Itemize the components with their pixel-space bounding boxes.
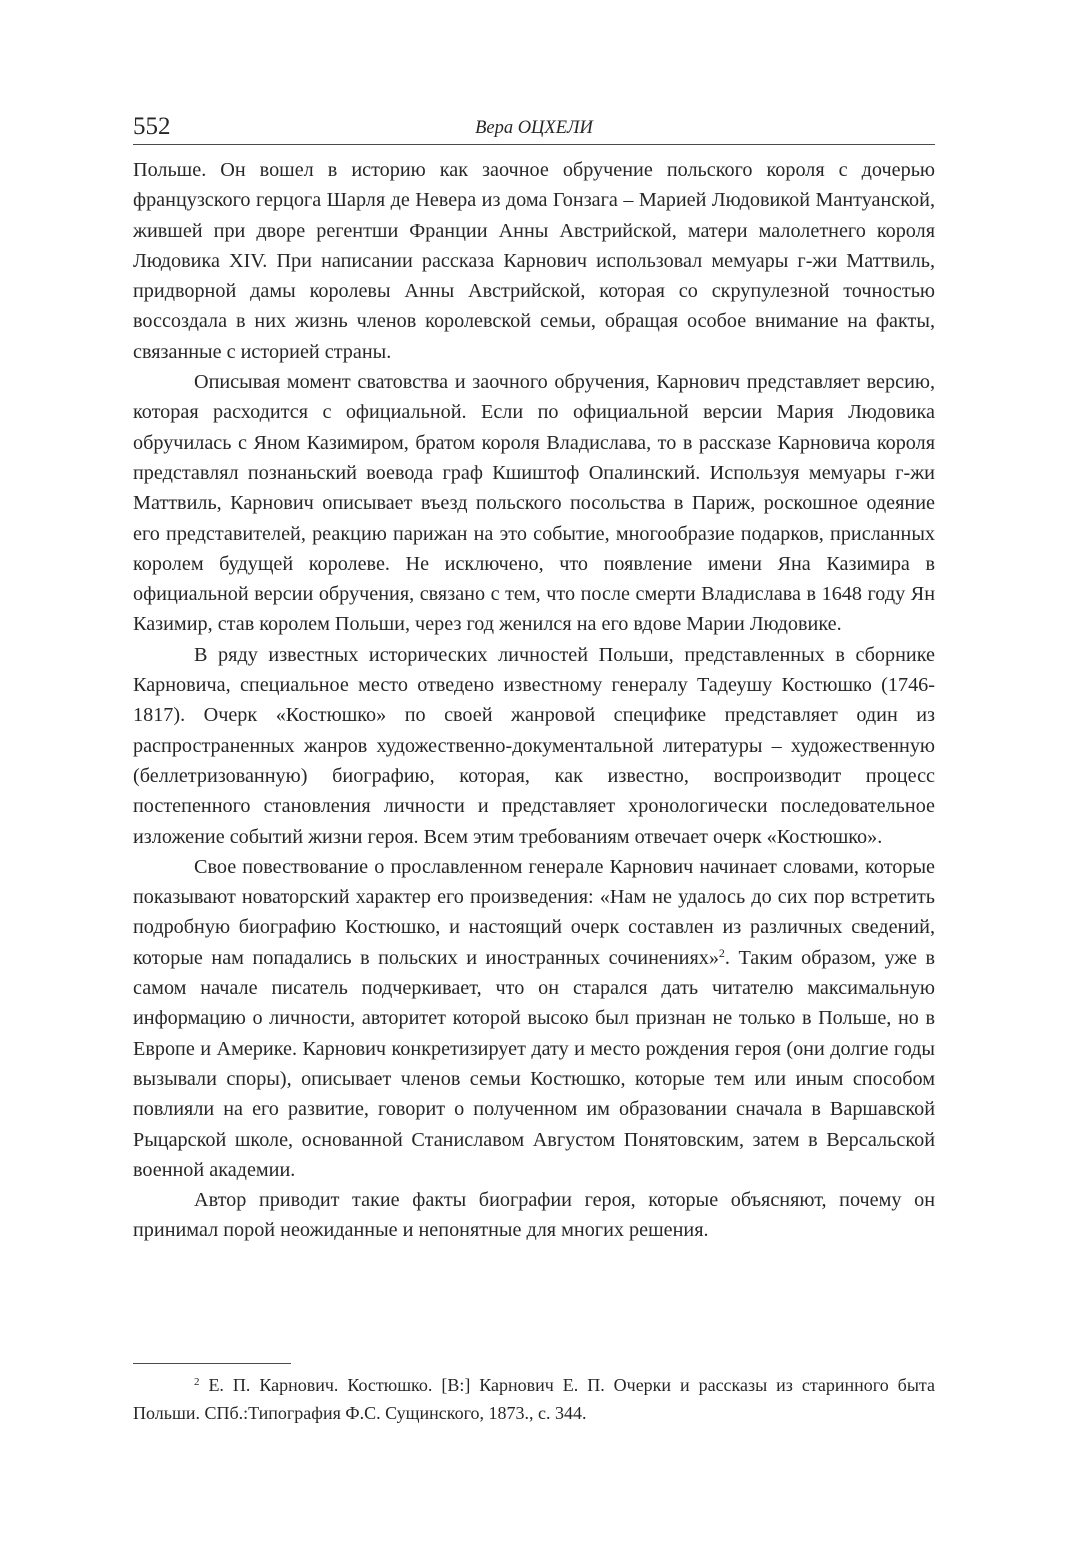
page-number: 552 [133,113,171,140]
page-header [133,112,935,145]
footnote [133,1371,935,1427]
paragraph-2: Описывая момент сватовства и заочного обручения, Карнович представляет версию, которая расходится с официальной. Если по официальной версии Мария Людовика обручилась с Яном Казимиром, братом короля Владислава, то в рассказе Карновича короля представлял познаньский воевода граф Кшиштоф Опалинский. Используя мемуары г-жи Маттвиль, Карнович описывает въезд польского посольства в Париж, роскошное одеяние его представителей, реакцию парижан на это событие, многообразие подарков, присланных королем будущей королеве. Не исключено, что появление имени Яна Казимира в официальной версии обручения, связано с тем, что после смерти Владислава в 1648 году Ян Казимир, став королем Польши, через год женился на его вдове Марии Людовике. [133,371,935,636]
footnote-reference[interactable]: 2 [718,945,725,960]
paragraph-4-text-start: Свое повествование о прославленном генерале Карнович начинает словами, которые показывают новаторский характер его произведения: «Нам не удалось до сих пор встретить подробную биографию Костюшко, и настоящий очерк составлен из различных сведений, которые нам попадались в польских и иностранных сочинениях» [133,855,935,969]
paragraph-1: Польше. Он вошел в историю как заочное обручение польского короля с дочерью французского герцога Шарля де Невера из дома Гонзага – Марией Людовикой Мантуанской, жившей при дворе регентши Франции Анны Австрийской, матери малолетнего короля Людовика XIV. При написании рассказа Карнович использовал мемуары г-жи Маттвиль, придворной дамы королевы Анны Австрийской, которая со скрупулезной точностью воссоздала в них жизнь членов королевской семьи, обращая особое внимание на факты, связанные с историей страны. [133,159,935,363]
paragraph-3: В ряду известных исторических личностей Польши, представленных в сборнике Карновича, специальное место отведено известному генералу Тадеушу Костюшко (1746-1817). Очерк «Костюшко» по своей жанровой специфике представляет один из распространенных жанров художественно-документальной литературы – художественную (беллетризованную) биографию, которая, как известно, воспроизводит процесс постепенного становления личности и представляет хронологически последовательное изложение событий жизни героя. Всем этим требованиям отвечает очерк «Костюшко». [133,643,935,848]
body-text [133,155,935,1246]
paragraph-4-text-end: . Таким образом, уже в самом начале писатель подчеркивает, что он старался дать читателю максимальную информацию о личности, авторитет которой высоко был признан не только в Польше, но в Европе и Америке. Карнович конкретизирует дату и место рождения героя (они долгие годы вызывали споры), описывает членов семьи Костюшко, которые тем или иным способом повлияли на его развитие, говорит о полученном им образовании сначала в Варшавской Рыцарской школе, основанной Станиславом Августом Понятовским, затем в Версальской военной академии. [133,946,936,1181]
footnote-text: Е. П. Карнович. Костюшко. [В:] Карнович Е. П. Очерки и рассказы из старинного быта Польши. СПб.:Типография Ф.С. Сущинского, 1873., с. 344. [133,1375,935,1423]
footnote-divider [133,1363,291,1364]
running-title: Вера ОЦХЕЛИ [475,118,593,138]
footnote-marker: 2 [194,1376,200,1388]
paragraph-5: Автор приводит такие факты биографии героя, которые объясняют, почему он принимал порой неожиданные и непонятные для многих решения. [133,1189,935,1242]
paragraph-4 [133,852,935,1185]
